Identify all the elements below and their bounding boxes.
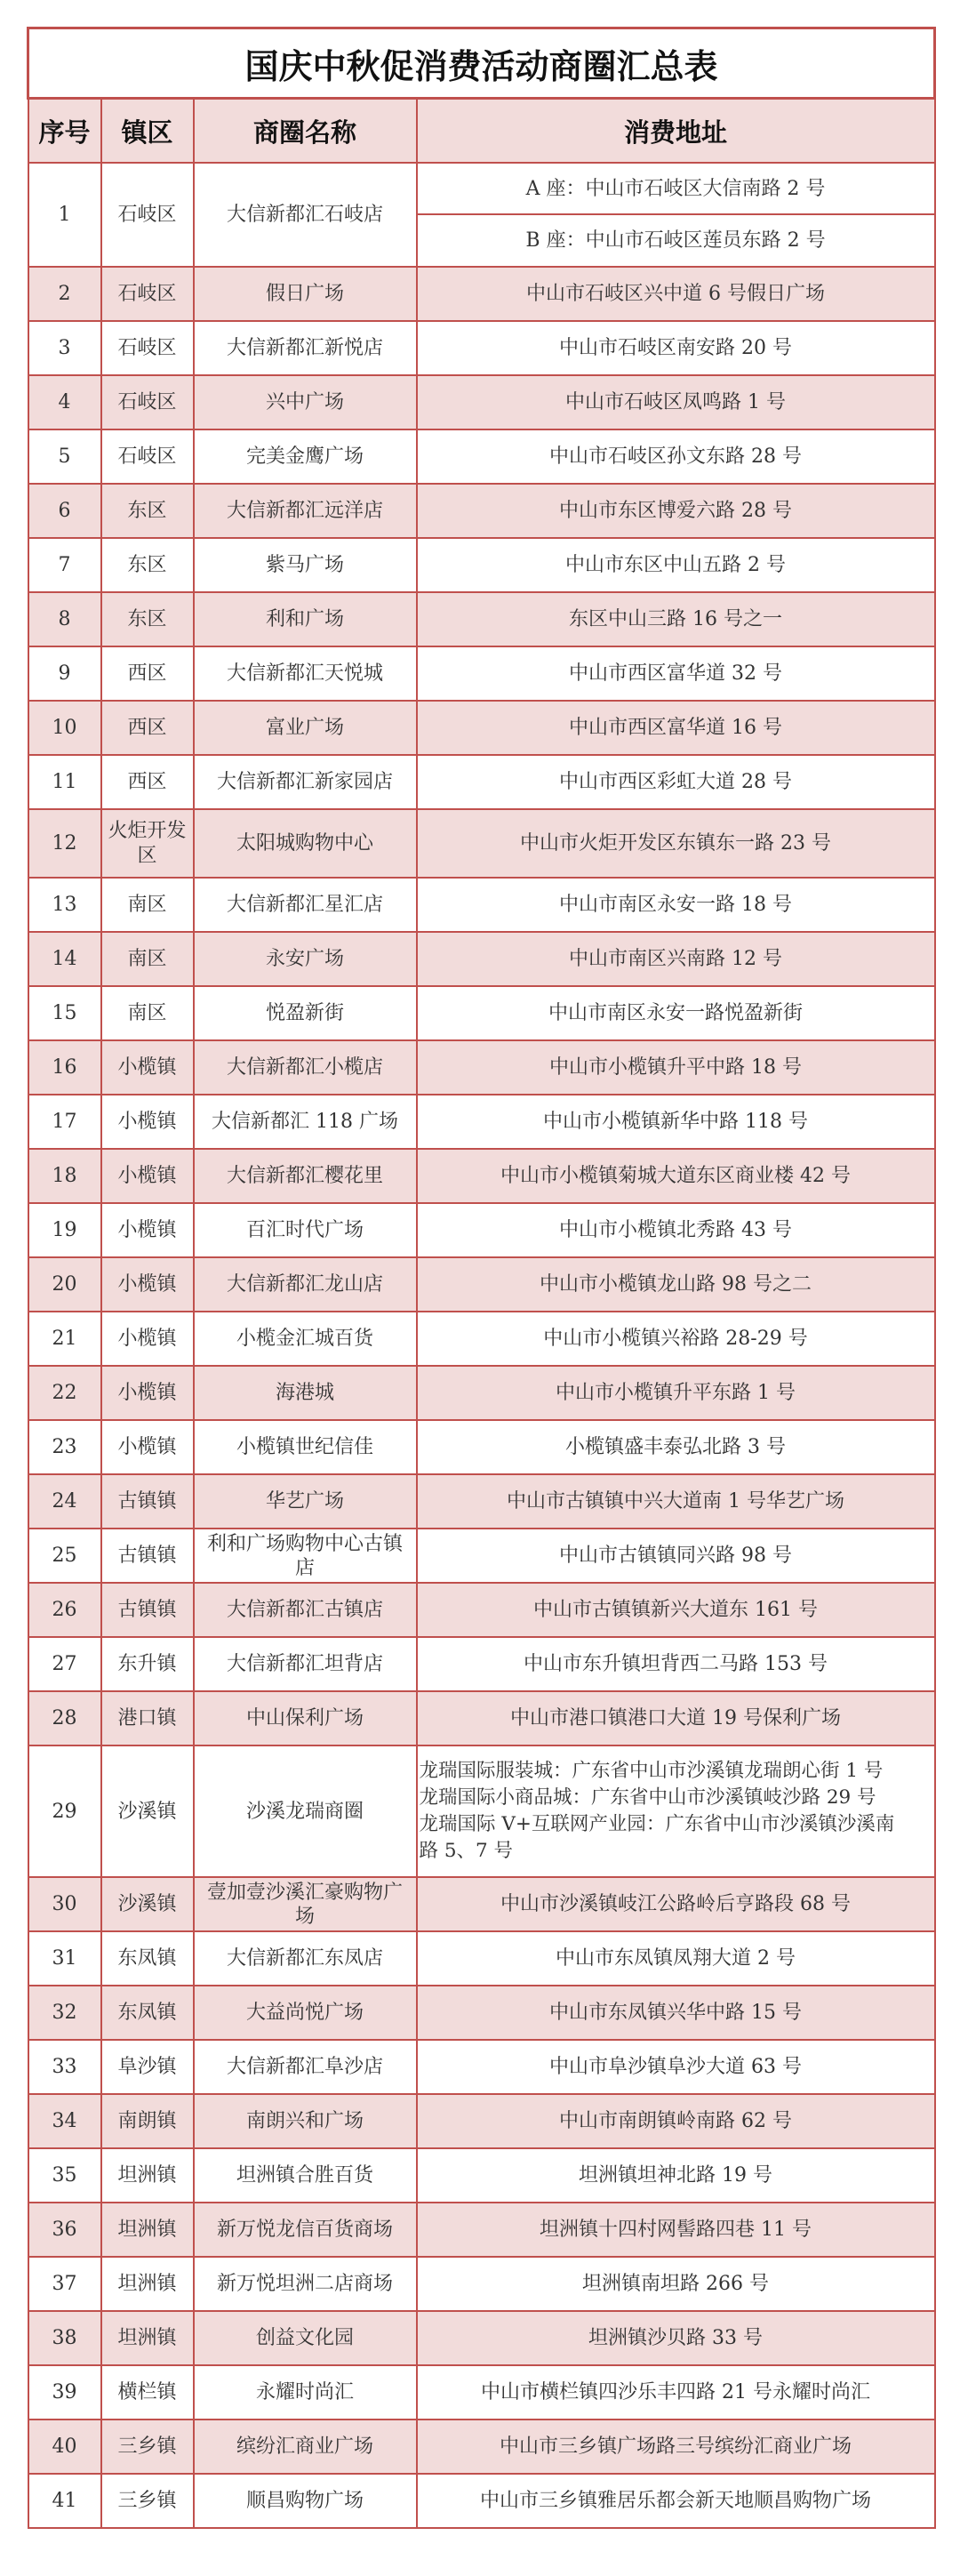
- row-serial: 28: [28, 1691, 101, 1745]
- row-address: A 座：中山市石岐区大信南路 2 号: [417, 163, 935, 214]
- row-mall-name: 大信新都汇石岐店: [194, 163, 417, 267]
- row-mall-name: 大益尚悦广场: [194, 1986, 417, 2040]
- table-row: [28, 701, 935, 755]
- row-address: 中山市东凤镇凤翔大道 2 号: [417, 1931, 935, 1986]
- row-district: 南区: [101, 878, 194, 932]
- table-row: [28, 2311, 935, 2365]
- row-mall-name: 大信新都汇 118 广场: [194, 1095, 417, 1149]
- row-address: 中山市小榄镇龙山路 98 号之二: [417, 1257, 935, 1312]
- table-row: [28, 375, 935, 429]
- row-serial: 6: [28, 484, 101, 538]
- row-district: 小榄镇: [101, 1420, 194, 1474]
- row-district: 小榄镇: [101, 1149, 194, 1203]
- table-row: [28, 2094, 935, 2148]
- row-serial: 38: [28, 2311, 101, 2365]
- row-address: 中山市小榄镇兴裕路 28-29 号: [417, 1312, 935, 1366]
- row-serial: 16: [28, 1040, 101, 1095]
- table-row: [28, 1931, 935, 1986]
- row-serial: 35: [28, 2148, 101, 2203]
- row-district: 石岐区: [101, 375, 194, 429]
- table-row: [28, 1583, 935, 1637]
- row-district: 东区: [101, 592, 194, 646]
- row-district: 石岐区: [101, 163, 194, 267]
- table-row: [28, 1986, 935, 2040]
- header-mall-name: 商圈名称: [194, 99, 417, 164]
- row-address: 中山市东区中山五路 2 号: [417, 538, 935, 592]
- row-serial: 12: [28, 809, 101, 878]
- row-serial: 32: [28, 1986, 101, 2040]
- row-address: 中山市小榄镇升平中路 18 号: [417, 1040, 935, 1095]
- row-serial: 3: [28, 321, 101, 375]
- table-row: [28, 646, 935, 701]
- row-district: 南区: [101, 932, 194, 986]
- row-mall-name: 大信新都汇新家园店: [194, 755, 417, 809]
- row-serial: 23: [28, 1420, 101, 1474]
- row-serial: 31: [28, 1931, 101, 1986]
- row-serial: 4: [28, 375, 101, 429]
- row-mall-name: 永耀时尚汇: [194, 2365, 417, 2420]
- row-serial: 24: [28, 1474, 101, 1529]
- table-row: [28, 1877, 935, 1931]
- table-row: [28, 2257, 935, 2311]
- row-district: 古镇镇: [101, 1529, 194, 1583]
- row-mall-name: 假日广场: [194, 267, 417, 321]
- row-mall-name: 大信新都汇东凤店: [194, 1931, 417, 1986]
- row-district: 火炬开发区: [101, 809, 194, 878]
- header-serial: 序号: [28, 99, 101, 164]
- row-address: 坦洲镇坦神北路 19 号: [417, 2148, 935, 2203]
- table-row: [28, 1257, 935, 1312]
- address-line: 路 5、7 号: [419, 1840, 514, 1862]
- table-body: [28, 163, 935, 2528]
- table-row: [28, 755, 935, 809]
- table-row: [28, 1420, 935, 1474]
- row-address: 坦洲镇南坦路 266 号: [417, 2257, 935, 2311]
- table-row: [28, 2148, 935, 2203]
- row-district: 沙溪镇: [101, 1745, 194, 1877]
- row-address: 中山市三乡镇广场路三号缤纷汇商业广场: [417, 2420, 935, 2474]
- table-row: [28, 1095, 935, 1149]
- table-row: [28, 2365, 935, 2420]
- row-serial: 5: [28, 429, 101, 484]
- row-serial: 10: [28, 701, 101, 755]
- row-mall-name: 中山保利广场: [194, 1691, 417, 1745]
- row-serial: 21: [28, 1312, 101, 1366]
- row-district: 阜沙镇: [101, 2040, 194, 2094]
- row-address: 中山市西区彩虹大道 28 号: [417, 755, 935, 809]
- row-address: 中山市东区博爱六路 28 号: [417, 484, 935, 538]
- row-address: 中山市沙溪镇岐江公路岭后亨路段 68 号: [417, 1877, 935, 1931]
- row-district: 坦洲镇: [101, 2203, 194, 2257]
- row-mall-name: 百汇时代广场: [194, 1203, 417, 1257]
- mall-summary-table: [27, 27, 936, 2529]
- address-line: 龙瑞国际服装城：广东省中山市沙溪镇龙瑞朗心街 1 号: [419, 1760, 884, 1782]
- row-district: 东区: [101, 538, 194, 592]
- row-mall-name: 利和广场购物中心古镇店: [194, 1529, 417, 1583]
- row-serial: 39: [28, 2365, 101, 2420]
- row-district: 东区: [101, 484, 194, 538]
- row-address: 坦洲镇沙贝路 33 号: [417, 2311, 935, 2365]
- row-mall-name: 缤纷汇商业广场: [194, 2420, 417, 2474]
- row-address: 中山市西区富华道 16 号: [417, 701, 935, 755]
- address-line: 龙瑞国际小商品城：广东省中山市沙溪镇岐沙路 29 号: [419, 1786, 876, 1809]
- row-mall-name: 坦洲镇合胜百货: [194, 2148, 417, 2203]
- row-district: 小榄镇: [101, 1040, 194, 1095]
- header-row: [28, 99, 935, 164]
- row-mall-name: 利和广场: [194, 592, 417, 646]
- row-serial: 1: [28, 163, 101, 267]
- row-serial: 8: [28, 592, 101, 646]
- row-address: 坦洲镇十四村网髻路四巷 11 号: [417, 2203, 935, 2257]
- row-address: 中山市石岐区兴中道 6 号假日广场: [417, 267, 935, 321]
- row-district: 小榄镇: [101, 1257, 194, 1312]
- row-mall-name: 大信新都汇小榄店: [194, 1040, 417, 1095]
- table-row: [28, 429, 935, 484]
- row-serial: 22: [28, 1366, 101, 1420]
- row-mall-name: 小榄金汇城百货: [194, 1312, 417, 1366]
- table-row: [28, 1474, 935, 1529]
- row-district: 小榄镇: [101, 1203, 194, 1257]
- row-mall-name: 创益文化园: [194, 2311, 417, 2365]
- row-district: 小榄镇: [101, 1312, 194, 1366]
- row-serial: 15: [28, 986, 101, 1040]
- row-serial: 7: [28, 538, 101, 592]
- row-district: 坦洲镇: [101, 2311, 194, 2365]
- table-row: [28, 267, 935, 321]
- row-address: 中山市小榄镇菊城大道东区商业楼 42 号: [417, 1149, 935, 1203]
- table-row: [28, 1040, 935, 1095]
- table-row: [28, 1312, 935, 1366]
- row-serial: 2: [28, 267, 101, 321]
- summary-table-sheet: [27, 27, 933, 2529]
- row-mall-name: 富业广场: [194, 701, 417, 755]
- row-district: 南区: [101, 986, 194, 1040]
- row-address: 中山市阜沙镇阜沙大道 63 号: [417, 2040, 935, 2094]
- row-address: 中山市火炬开发区东镇东一路 23 号: [417, 809, 935, 878]
- table-row: [28, 538, 935, 592]
- row-serial: 34: [28, 2094, 101, 2148]
- row-mall-name: 大信新都汇远洋店: [194, 484, 417, 538]
- row-address: 小榄镇盛丰泰弘北路 3 号: [417, 1420, 935, 1474]
- row-address: 中山市东凤镇兴华中路 15 号: [417, 1986, 935, 2040]
- table-row: [28, 1691, 935, 1745]
- row-district: 石岐区: [101, 267, 194, 321]
- row-address: 中山市古镇镇新兴大道东 161 号: [417, 1583, 935, 1637]
- row-address: 东区中山三路 16 号之一: [417, 592, 935, 646]
- row-mall-name: 大信新都汇龙山店: [194, 1257, 417, 1312]
- row-mall-name: 新万悦坦洲二店商场: [194, 2257, 417, 2311]
- row-mall-name: 南朗兴和广场: [194, 2094, 417, 2148]
- row-serial: 18: [28, 1149, 101, 1203]
- table-row: [28, 986, 935, 1040]
- row-mall-name: 海港城: [194, 1366, 417, 1420]
- table-row: [28, 321, 935, 375]
- row-mall-name: 大信新都汇星汇店: [194, 878, 417, 932]
- row-serial: 11: [28, 755, 101, 809]
- row-district: 东升镇: [101, 1637, 194, 1691]
- row-mall-name: 太阳城购物中心: [194, 809, 417, 878]
- row-address: 中山市小榄镇升平东路 1 号: [417, 1366, 935, 1420]
- row-district: 古镇镇: [101, 1583, 194, 1637]
- row-serial: 14: [28, 932, 101, 986]
- table-row: [28, 163, 935, 214]
- row-serial: 19: [28, 1203, 101, 1257]
- row-address: 中山市西区富华道 32 号: [417, 646, 935, 701]
- row-mall-name: 完美金鹰广场: [194, 429, 417, 484]
- header-address: 消费地址: [417, 99, 935, 164]
- row-district: 西区: [101, 755, 194, 809]
- row-district: 小榄镇: [101, 1366, 194, 1420]
- row-serial: 13: [28, 878, 101, 932]
- row-serial: 27: [28, 1637, 101, 1691]
- row-district: 港口镇: [101, 1691, 194, 1745]
- row-district: 三乡镇: [101, 2474, 194, 2528]
- row-district: 三乡镇: [101, 2420, 194, 2474]
- row-mall-name: 小榄镇世纪信佳: [194, 1420, 417, 1474]
- row-mall-name: 大信新都汇坦背店: [194, 1637, 417, 1691]
- row-serial: 41: [28, 2474, 101, 2528]
- row-serial: 30: [28, 1877, 101, 1931]
- table-row: [28, 1745, 935, 1877]
- table-row: [28, 1366, 935, 1420]
- row-district: 石岐区: [101, 429, 194, 484]
- header-district: 镇区: [101, 99, 194, 164]
- row-address: 中山市小榄镇新华中路 118 号: [417, 1095, 935, 1149]
- row-address: 中山市南区兴南路 12 号: [417, 932, 935, 986]
- row-address: 中山市南朗镇岭南路 62 号: [417, 2094, 935, 2148]
- table-row: [28, 932, 935, 986]
- row-mall-name: 大信新都汇新悦店: [194, 321, 417, 375]
- row-serial: 9: [28, 646, 101, 701]
- row-address: 中山市南区永安一路悦盈新街: [417, 986, 935, 1040]
- row-mall-name: 大信新都汇樱花里: [194, 1149, 417, 1203]
- table-row: [28, 2203, 935, 2257]
- row-serial: 25: [28, 1529, 101, 1583]
- row-district: 横栏镇: [101, 2365, 194, 2420]
- row-serial: 20: [28, 1257, 101, 1312]
- row-mall-name: 兴中广场: [194, 375, 417, 429]
- row-district: 东凤镇: [101, 1931, 194, 1986]
- table-row: [28, 1637, 935, 1691]
- table-row: [28, 1203, 935, 1257]
- row-district: 坦洲镇: [101, 2257, 194, 2311]
- table-row: [28, 2420, 935, 2474]
- table-row: [28, 592, 935, 646]
- row-district: 坦洲镇: [101, 2148, 194, 2203]
- row-serial: 40: [28, 2420, 101, 2474]
- row-district: 沙溪镇: [101, 1877, 194, 1931]
- row-district: 古镇镇: [101, 1474, 194, 1529]
- row-mall-name: 悦盈新街: [194, 986, 417, 1040]
- row-address: [417, 1745, 935, 1877]
- row-mall-name: 新万悦龙信百货商场: [194, 2203, 417, 2257]
- row-district: 东凤镇: [101, 1986, 194, 2040]
- row-address: 中山市古镇镇中兴大道南 1 号华艺广场: [417, 1474, 935, 1529]
- row-district: 南朗镇: [101, 2094, 194, 2148]
- row-address: 中山市古镇镇同兴路 98 号: [417, 1529, 935, 1583]
- row-mall-name: 沙溪龙瑞商圈: [194, 1745, 417, 1877]
- row-address: B 座：中山市石岐区莲员东路 2 号: [417, 214, 935, 267]
- table-row: [28, 2040, 935, 2094]
- row-address: 中山市三乡镇雅居乐都会新天地顺昌购物广场: [417, 2474, 935, 2528]
- row-address: 中山市横栏镇四沙乐丰四路 21 号永耀时尚汇: [417, 2365, 935, 2420]
- row-serial: 26: [28, 1583, 101, 1637]
- row-district: 西区: [101, 701, 194, 755]
- table-title: 国庆中秋促消费活动商圈汇总表: [28, 28, 935, 99]
- row-district: 石岐区: [101, 321, 194, 375]
- row-address: 中山市石岐区孙文东路 28 号: [417, 429, 935, 484]
- row-serial: 33: [28, 2040, 101, 2094]
- row-serial: 29: [28, 1745, 101, 1877]
- row-mall-name: 永安广场: [194, 932, 417, 986]
- row-mall-name: 华艺广场: [194, 1474, 417, 1529]
- table-row: [28, 2474, 935, 2528]
- row-serial: 36: [28, 2203, 101, 2257]
- row-district: 小榄镇: [101, 1095, 194, 1149]
- row-mall-name: 壹加壹沙溪汇豪购物广场: [194, 1877, 417, 1931]
- row-address: 中山市石岐区凤鸣路 1 号: [417, 375, 935, 429]
- row-mall-name: 大信新都汇古镇店: [194, 1583, 417, 1637]
- table-row: [28, 809, 935, 878]
- table-row: [28, 1149, 935, 1203]
- address-line: 龙瑞国际 V+互联网产业园：广东省中山市沙溪镇沙溪南: [419, 1813, 895, 1835]
- row-address: 中山市石岐区南安路 20 号: [417, 321, 935, 375]
- table-row: [28, 878, 935, 932]
- table-row: [28, 484, 935, 538]
- table-row: [28, 1529, 935, 1583]
- row-address: 中山市港口镇港口大道 19 号保利广场: [417, 1691, 935, 1745]
- row-serial: 37: [28, 2257, 101, 2311]
- row-address: 中山市南区永安一路 18 号: [417, 878, 935, 932]
- row-mall-name: 大信新都汇天悦城: [194, 646, 417, 701]
- row-district: 西区: [101, 646, 194, 701]
- row-mall-name: 顺昌购物广场: [194, 2474, 417, 2528]
- row-address: 中山市东升镇坦背西二马路 153 号: [417, 1637, 935, 1691]
- row-mall-name: 紫马广场: [194, 538, 417, 592]
- row-serial: 17: [28, 1095, 101, 1149]
- row-address: 中山市小榄镇北秀路 43 号: [417, 1203, 935, 1257]
- row-mall-name: 大信新都汇阜沙店: [194, 2040, 417, 2094]
